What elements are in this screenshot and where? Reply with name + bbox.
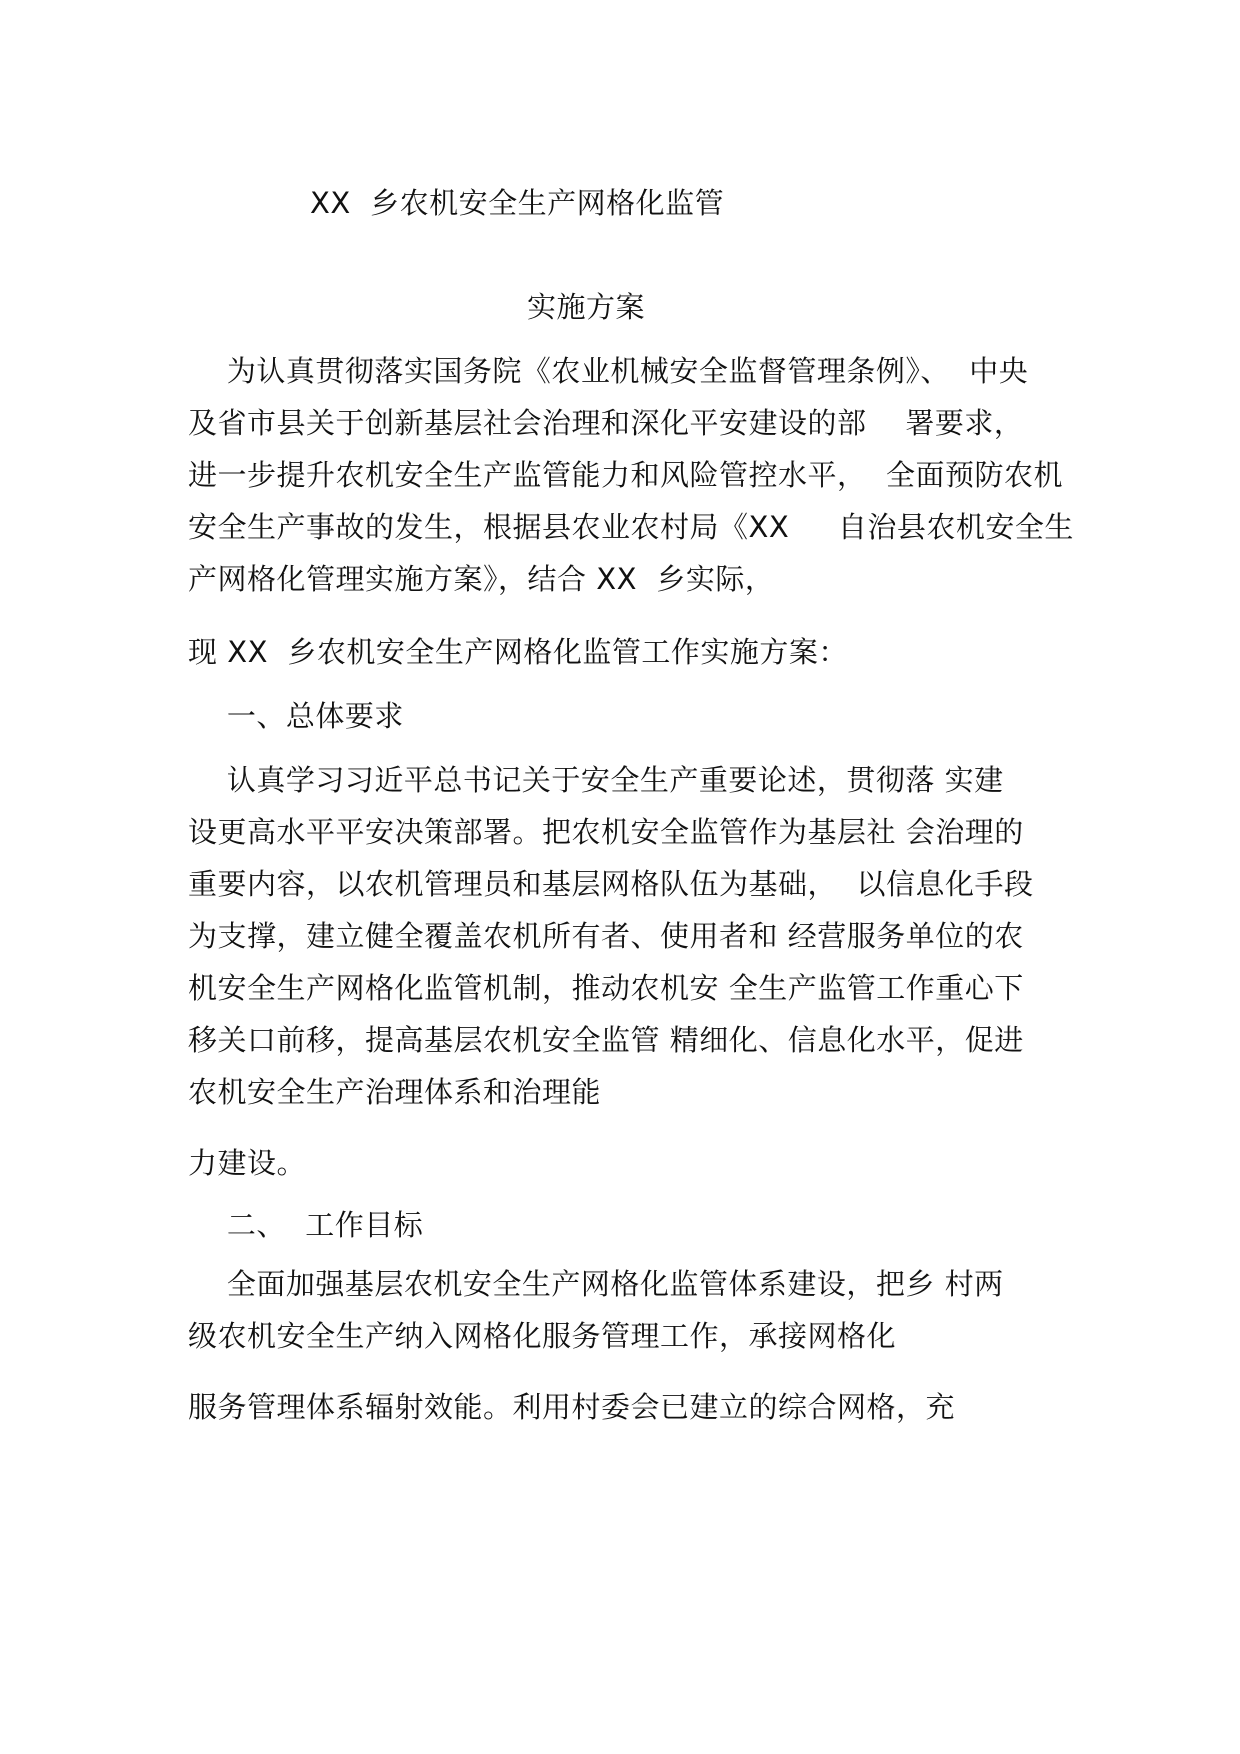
section1-line: 机安全生产网格化监管机制，推动农机安 全生产监管工作重心下 [188, 971, 1024, 1005]
section1-line: 移关口前移，提高基层农机安全监管 精细化、信息化水平，促进 [188, 1023, 1024, 1057]
intro-line: 安全生产事故的发生，根据县农业农村局《XX 自治县农机安全生 [188, 510, 1074, 544]
section1-line: 重要内容，以农机管理员和基层网格队伍为基础， 以信息化手段 [188, 867, 1034, 901]
intro-line: 为认真贯彻落实国务院《农业机械安全监督管理条例》、 中央 [188, 354, 1029, 388]
section1-heading: 一、总体要求 [188, 699, 404, 733]
section2-line: 全面加强基层农机安全生产网格化监管体系建设，把乡 村两 [188, 1267, 1004, 1301]
section2-heading: 二、 工作目标 [188, 1208, 424, 1242]
section2-line: 级农机安全生产纳入网格化服务管理工作，承接网格化 [188, 1319, 897, 1353]
section2-line: 服务管理体系辐射效能。利用村委会已建立的综合网格，充 [188, 1390, 956, 1424]
intro-line: 产网格化管理实施方案》，结合 XX 乡实际， [188, 562, 775, 596]
intro-line: 现 XX 乡农机安全生产网格化监管工作实施方案： [188, 635, 848, 669]
intro-line: 进一步提升农机安全生产监管能力和风险管控水平， 全面预防农机 [188, 458, 1063, 492]
intro-line: 及省市县关于创新基层社会治理和深化平安建设的部 署要求， [188, 406, 1024, 440]
section1-line: 农机安全生产治理体系和治理能 [188, 1075, 602, 1109]
document-title-line2: 实施方案 [527, 290, 646, 324]
section1-line: 设更高水平平安决策部署。把农机安全监管作为基层社 会治理的 [188, 815, 1024, 849]
document-title-line1: XX 乡农机安全生产网格化监管 [310, 186, 725, 220]
section1-line: 为支撑，建立健全覆盖农机所有者、使用者和 经营服务单位的农 [188, 919, 1024, 953]
section1-line: 认真学习习近平总书记关于安全生产重要论述，贯彻落 实建 [188, 763, 1004, 797]
section1-line: 力建设。 [188, 1146, 307, 1180]
